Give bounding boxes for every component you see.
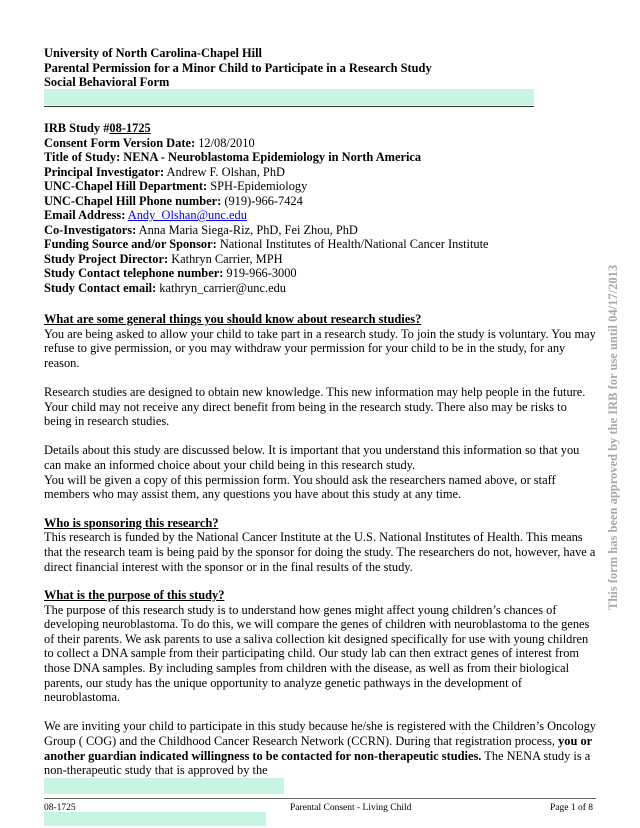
dept-label: UNC-Chapel Hill Department: bbox=[44, 179, 208, 193]
coinv-label: Co-Investigators: bbox=[44, 222, 137, 237]
footer-form-name: Parental Consent - Living Child bbox=[290, 803, 412, 813]
director-value: Kathryn Carrier, MPH bbox=[168, 251, 283, 266]
phone-label: UNC-Chapel Hill Phone number: bbox=[44, 193, 222, 208]
footer-page-number: Page 1 of 8 bbox=[550, 803, 594, 813]
section-heading-general: What are some general things you should know about research studies? bbox=[44, 312, 422, 326]
form-field-highlight[interactable] bbox=[44, 778, 284, 794]
document-header bbox=[44, 46, 596, 90]
version-value: 12/08/2010 bbox=[195, 135, 255, 150]
study-metadata bbox=[44, 121, 596, 295]
pi-value: Andrew F. Olshan, PhD bbox=[164, 164, 285, 179]
coinv-value: Anna Maria Siega-Riz, PhD, Fei Zhou, PhD bbox=[136, 222, 358, 237]
header-line-3: Social Behavioral Form bbox=[44, 75, 170, 90]
dept-value: SPH-Epidemiology bbox=[207, 179, 308, 193]
paragraph-text: The NENA study is a non-therapeutic study that is approved by the bbox=[44, 748, 591, 778]
header-line-1: University of North Carolina-Chapel Hill bbox=[44, 46, 262, 60]
contact-email-value: kathryn_carrier@unc.edu bbox=[156, 280, 286, 295]
pi-label: Principal Investigator: bbox=[44, 164, 165, 179]
email-link[interactable]: Andy_Olshan@unc.edu bbox=[127, 208, 247, 222]
paragraph: The purpose of this research study is to understand how genes might affect young children’s chances of developing neuroblastoma. To do this, we will compare the genes of children with neuroblastoma to the genes of their parents. We ask parents to use a saliva collection kit designed specifically for use with young children to collect a DNA sample from their participating child. Our study lab can then extract genes of interest from those DNA samples. By including samples from children with the disease, as well as from their biological parents, our study has the unique opportunity to analyze genetic pathways in the development of neuroblastoma. bbox=[44, 602, 590, 705]
document-body bbox=[44, 312, 596, 778]
paragraph: You will be given a copy of this permission form. You should ask the researchers named above, or staff members who may assist them, any questions you have about this study at any time. bbox=[44, 472, 556, 502]
director-label: Study Project Director: bbox=[44, 251, 169, 266]
funding-value: National Institutes of Health/National Cancer Institute bbox=[216, 237, 489, 251]
footer-study-number: 08-1725 bbox=[44, 803, 76, 813]
email-label: Email Address: bbox=[44, 208, 126, 222]
irb-approval-watermark: This form has been approved by the IRB for use until 04/17/2013 bbox=[606, 264, 620, 610]
funding-label: Funding Source and/or Sponsor: bbox=[44, 237, 217, 251]
contact-phone-label: Study Contact telephone number: bbox=[44, 266, 224, 280]
section-heading-sponsor: Who is sponsoring this research? bbox=[44, 515, 219, 530]
contact-email-label: Study Contact email: bbox=[44, 280, 157, 295]
irb-label: IRB Study # bbox=[44, 121, 110, 135]
phone-value: (919)-966-7424 bbox=[221, 193, 303, 208]
contact-phone-value: 919-966-3000 bbox=[223, 266, 297, 280]
header-line-2: Parental Permission for a Minor Child to Participate in a Research Study bbox=[44, 60, 432, 75]
paragraph: Research studies are designed to obtain new knowledge. This new information may help people in the future. Your child may not receive any direct benefit from being in the research study. There also may be risks to being in research studies. bbox=[44, 384, 586, 429]
paragraph-bold-text: you or another guardian indicated willingness to be contacted for non-therapeutic studies. bbox=[44, 734, 592, 763]
header-divider bbox=[44, 106, 534, 107]
form-field-highlight[interactable] bbox=[44, 89, 534, 105]
study-title: Title of Study: NENA - Neuroblastoma Epidemiology in North America bbox=[44, 150, 422, 164]
paragraph bbox=[44, 719, 596, 777]
irb-value: 08-1725 bbox=[109, 121, 151, 135]
version-label: Consent Form Version Date: bbox=[44, 135, 196, 150]
section-heading-purpose: What is the purpose of this study? bbox=[44, 588, 225, 603]
paragraph: Details about this study are discussed below. It is important that you understand this information so that you can make an informed choice about your child being in this research study. bbox=[44, 443, 580, 472]
footer-divider bbox=[44, 798, 596, 799]
form-field-highlight[interactable] bbox=[44, 812, 266, 826]
paragraph-text: We are inviting your child to participate in this study because he/she is registered with the Children’s Oncology Group ( COG) and the Childhood Cancer Research Network (CCRN). During that registration process, bbox=[44, 719, 596, 749]
paragraph: This research is funded by the National Cancer Institute at the U.S. National Institutes of Health. This means that the research team is being paid by the sponsor for doing the study. The researchers do not, however, have a direct financial interest with the sponsor or in the final results of the study. bbox=[44, 530, 596, 574]
paragraph: You are being asked to allow your child to take part in a research study. To join the study is voluntary. You may refuse to give permission, or you may withdraw your permission for your child to be in the study, for any reason. bbox=[44, 326, 596, 370]
